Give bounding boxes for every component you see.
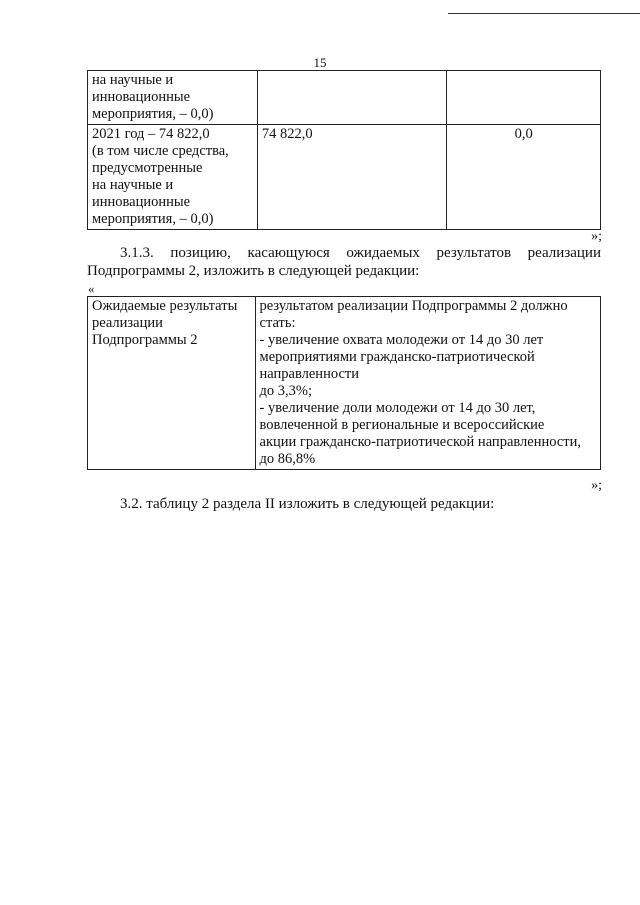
paragraph-line: Подпрограммы 2, изложить в следующей редакции: [87,263,420,279]
cell-line: 2021 год – 74 822,0 [92,126,210,142]
cell-line: Подпрограммы 2 [92,332,198,348]
table-row [88,297,601,470]
table-cell-total [257,71,447,125]
table-cell-label [88,297,256,470]
table-cell-period [88,125,258,230]
cell-line: - увеличение охвата молодежи от 14 до 30 лет [259,332,544,348]
cell-line: до 86,8% [259,451,316,467]
page-number: 15 [313,55,327,70]
closing-quote: »; [591,229,602,244]
cell-line: на научные и [92,177,174,193]
cell-line: реализации [92,315,163,331]
opening-quote: « [88,281,95,296]
cell-line: инновационные [92,89,191,105]
funding-table [87,70,601,230]
table-cell-other: 0,0 [447,125,601,230]
paragraph-line: 3.1.3. позицию, касающуюся ожидаемых результатов реализации [120,245,601,261]
cell-line: - увеличение доли молодежи от 14 до 30 лет, [259,400,536,416]
table-row [88,125,601,230]
expected-results-table [87,296,601,470]
cell-line: инновационные [92,194,191,210]
cell-line: (в том числе средства, [92,143,229,159]
cell-line: мероприятия, – 0,0) [92,211,214,227]
table-cell-period [88,71,258,125]
cell-line: вовлеченной в региональные и всероссийские [259,417,545,433]
cell-line: мероприятия, – 0,0) [92,106,214,122]
table-cell-other [447,71,601,125]
cell-line: стать: [259,315,296,331]
header-rule [448,13,640,14]
cell-line: результатом реализации Подпрограммы 2 должно [259,298,568,314]
cell-line: направленности [259,366,359,382]
cell-line: мероприятиями гражданско-патриотической [259,349,535,365]
paragraph-line: 3.2. таблицу 2 раздела II изложить в следующей редакции: [120,496,495,512]
table-cell-content [255,297,600,470]
cell-line: акции гражданско-патриотической направленности, [259,434,581,450]
cell-line: предусмотренные [92,160,203,176]
cell-line: на научные и [92,72,174,88]
closing-quote: »; [591,478,602,493]
table-row [88,71,601,125]
cell-line: Ожидаемые результаты [92,298,238,314]
table-cell-total: 74 822,0 [257,125,447,230]
cell-line: до 3,3%; [259,383,313,399]
